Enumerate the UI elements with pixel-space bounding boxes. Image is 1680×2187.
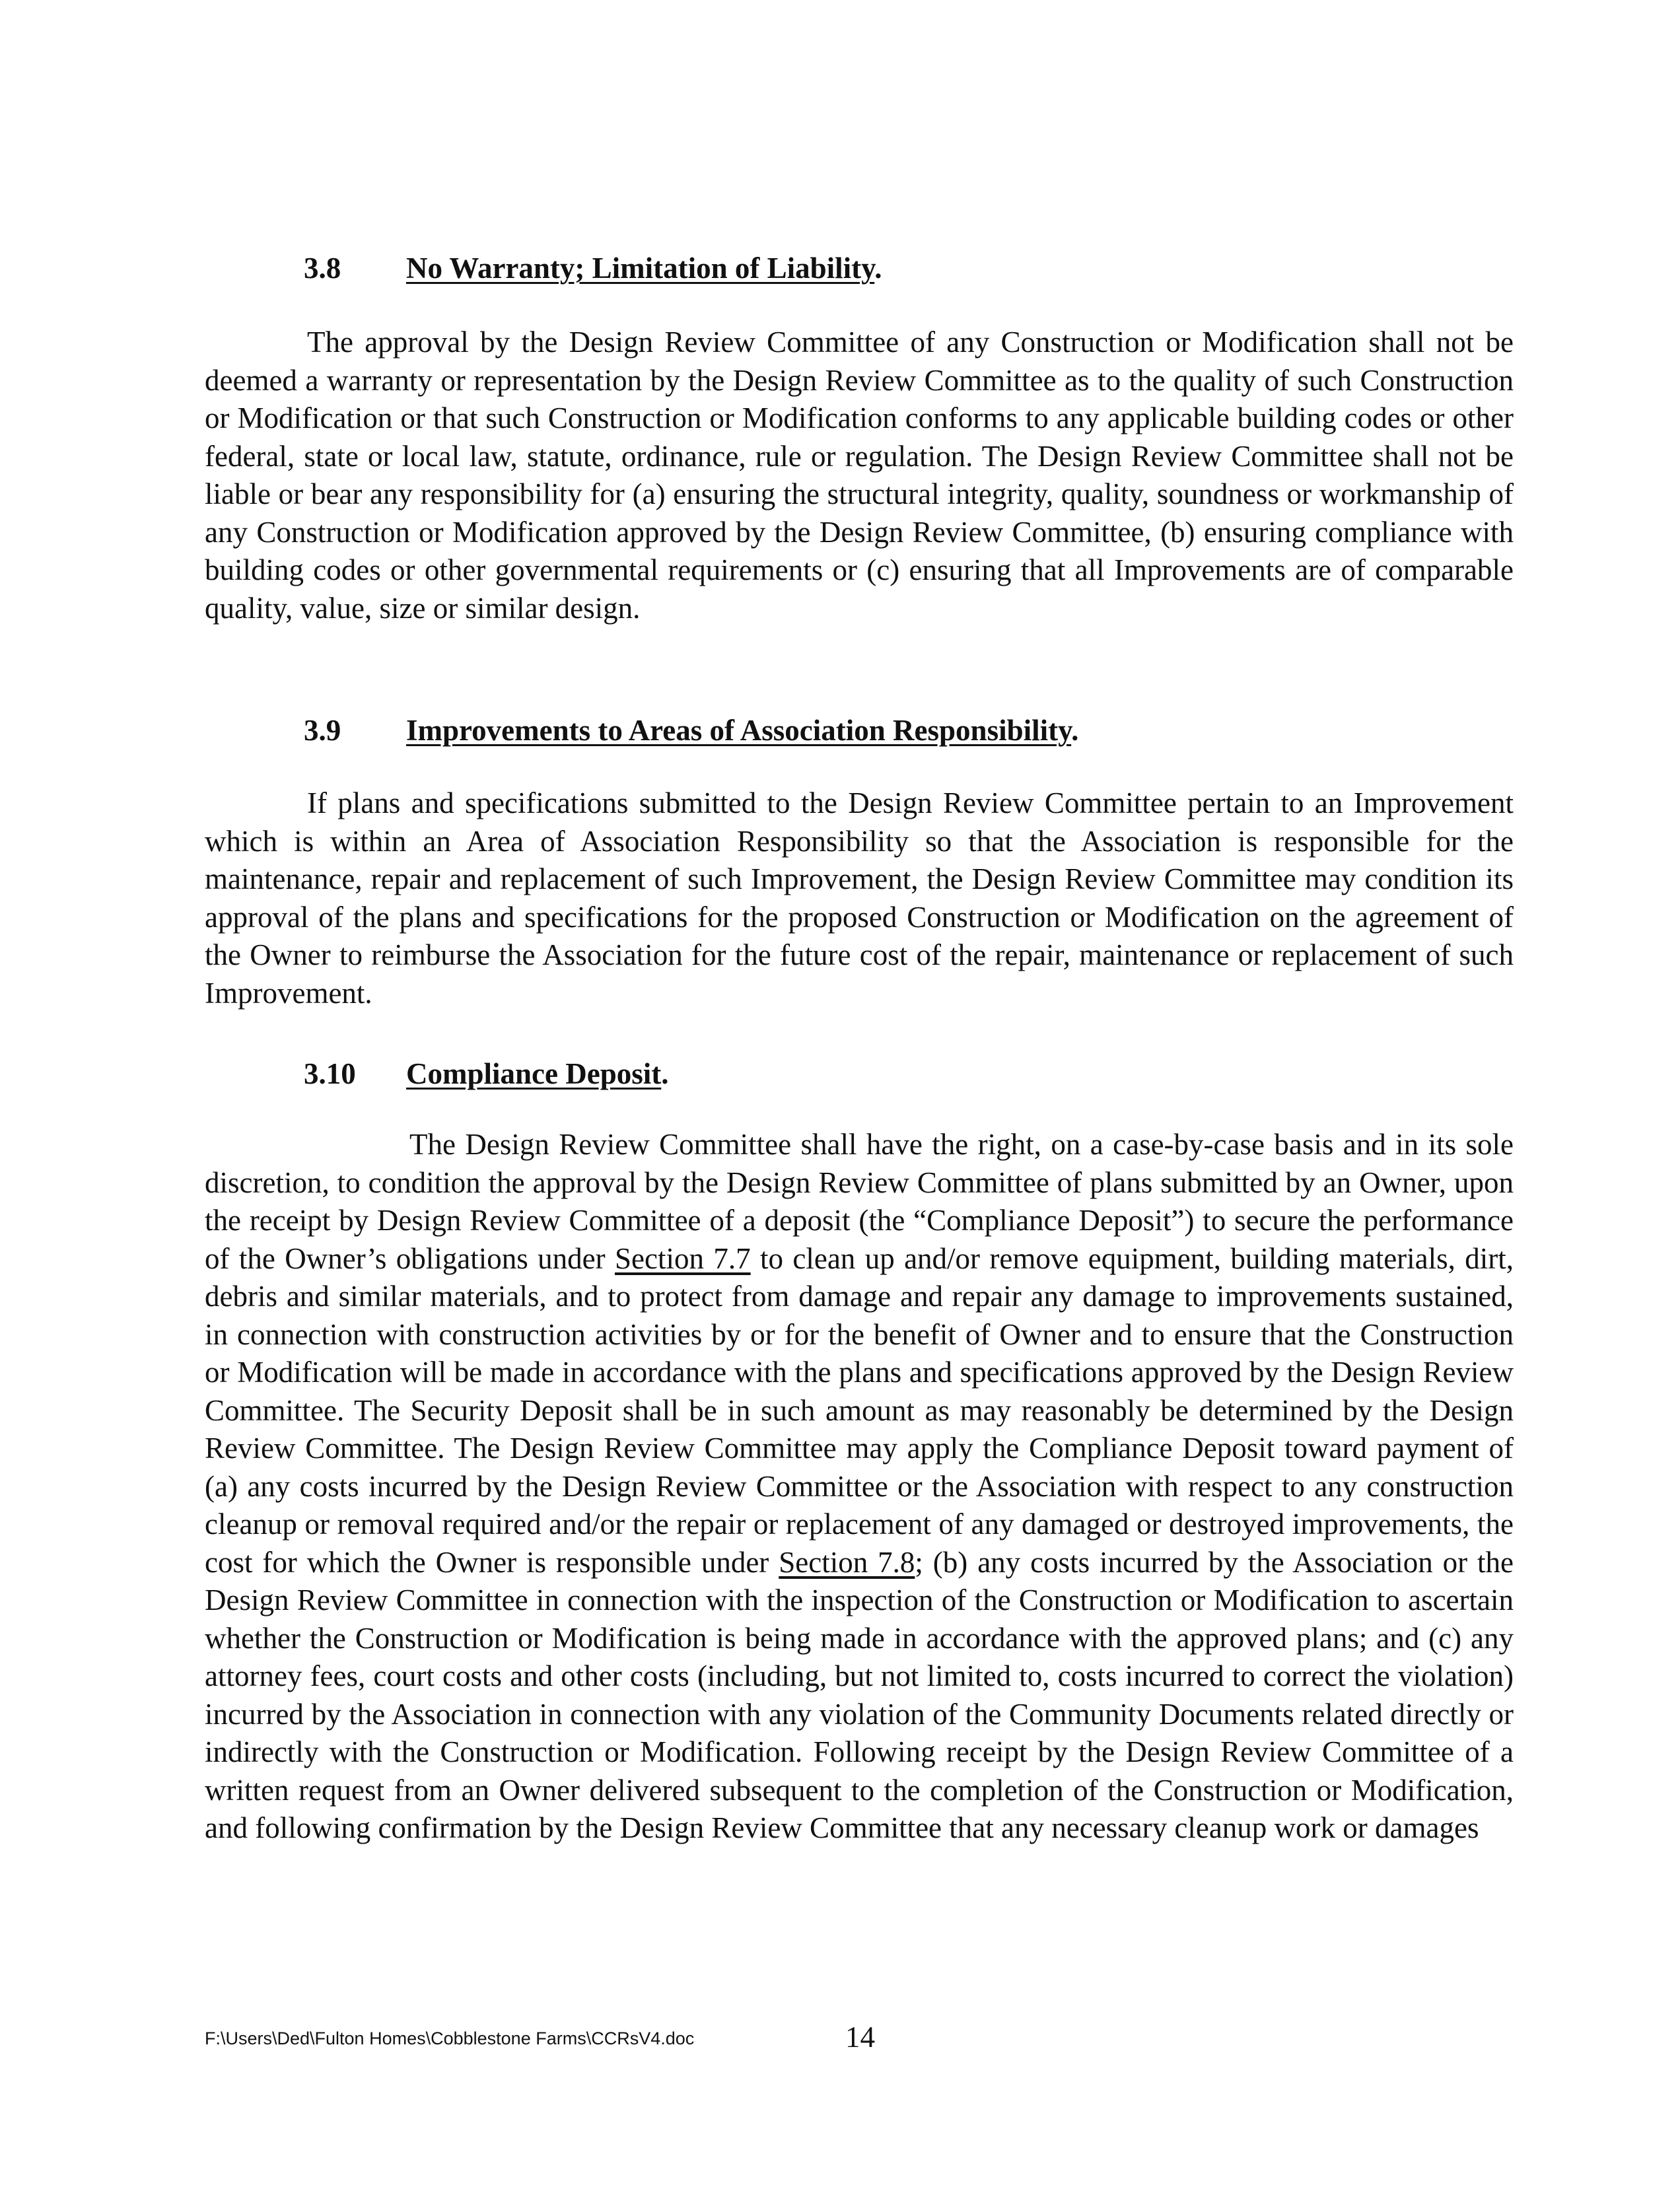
section-number: 3.9: [304, 714, 341, 747]
section-title: Improvements to Areas of Association Responsibility: [406, 714, 1072, 747]
section-title: No Warranty; Limitation of Liability: [406, 252, 875, 285]
section-number: 3.10: [304, 1057, 356, 1090]
section-reference-link[interactable]: Section 7.8: [779, 1545, 915, 1579]
page-number: 14: [845, 2021, 875, 2054]
paragraph-text: to clean up and/or remove equipment, building materials, dirt, debris and similar materials, and to protect from damage and repair any damage to improvements sustained, in connection with construction activities by or for the benefit of Owner and to ensure that the Construction or Modification will be made in accordance with the plans and specifications approved by the Design Review Committee. The Security Deposit shall be in such amount as may reasonably be determined by the Design Review Committee. The Design Review Committee may apply the Compliance Deposit toward payment of (a) any costs incurred by the Design Review Committee or the Association with respect to any construction cleanup or removal required and/or the repair or replacement of any damaged or destroyed improvements, the cost for which the Owner is responsible under: [205, 1241, 1514, 1579]
section-paragraph-3-8: The approval by the Design Review Committee of any Construction or Modification shall not be deemed a warranty or representation by the Design Review Committee as to the quality of such Construction or Modification or that such Construction or Modification conforms to any applicable building codes or other federal, state or local law, statute, ordinance, rule or regulation. The Design Review Committee shall not be liable or bear any responsibility for (a) ensuring the structural integrity, quality, soundness or workmanship of any Construction or Modification approved by the Design Review Committee, (b) ensuring compliance with building codes or other governmental requirements or (c) ensuring that all Improvements are of comparable quality, value, size or similar design.: [205, 326, 1514, 625]
section-title-end: .: [1071, 714, 1079, 747]
section-heading-3-8: [304, 250, 882, 287]
section-heading-3-10: [304, 1055, 669, 1092]
section-paragraph-3-10: [205, 1126, 1514, 1848]
section-number: 3.8: [304, 252, 341, 285]
section-reference-link[interactable]: Section 7.7: [614, 1241, 751, 1275]
section-title: Compliance Deposit: [406, 1057, 662, 1090]
section-title-end: .: [874, 252, 882, 285]
paragraph-text: The Design Review Committee shall have the right, on a case-by-case basis and in its sole discretion, to condition the approval by the Design Review Committee of plans submitted by an Owner, upon the receipt by Design Review Committee of a deposit (the “Compliance Deposit”) to secure the performance of the Owner’s obligations under: [205, 1128, 1514, 1275]
paragraph-text: ; (b) any costs incurred by the Association or the Design Review Committee in connection with the inspection of the Construction or Modification to ascertain whether the Construction or Modification is being made in accordance with the approved plans; and (c) any attorney fees, court costs and other costs (including, but not limited to, costs incurred to correct the violation) incurred by the Association in connection with any violation of the Community Documents related directly or indirectly with the Construction or Modification. Following receipt by the Design Review Committee of a written request from an Owner delivered subsequent to the completion of the Construction or Modification, and following confirmation by the Design Review Committee that any necessary cleanup work or damages: [205, 1545, 1514, 1844]
section-paragraph-3-9: If plans and specifications submitted to the Design Review Committee pertain to an Improvement which is within an Area of Association Responsibility so that the Association is responsible for the maintenance, repair and replacement of such Improvement, the Design Review Committee may condition its approval of the plans and specifications for the proposed Construction or Modification on the agreement of the Owner to reimburse the Association for the future cost of the repair, maintenance or replacement of such Improvement.: [205, 786, 1514, 1010]
footer-file-path: F:\Users\Ded\Fulton Homes\Cobblestone Farms\CCRsV4.doc: [205, 2029, 695, 2048]
section-heading-3-9: [304, 712, 1078, 749]
section-title-end: .: [661, 1057, 669, 1090]
